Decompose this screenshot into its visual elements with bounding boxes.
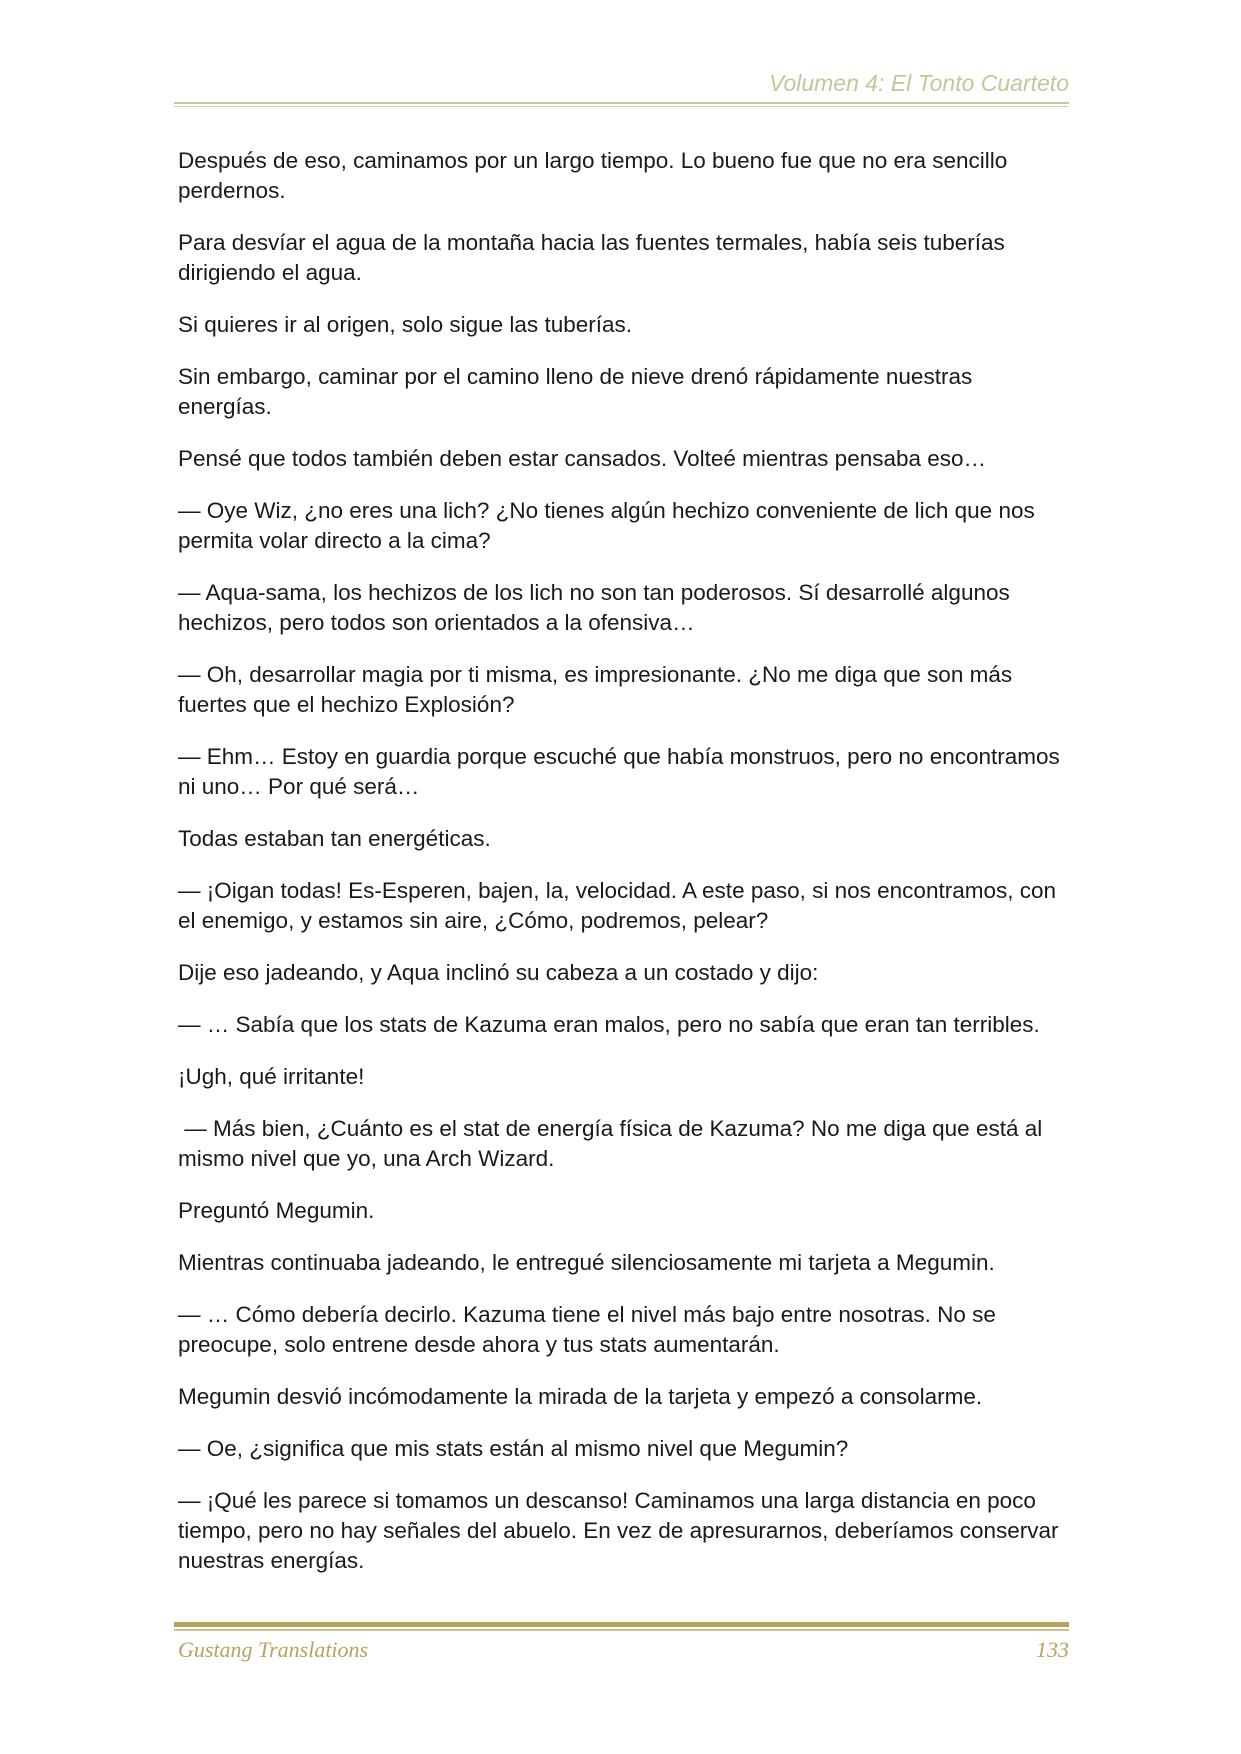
paragraph: ¡Ugh, qué irritante! <box>178 1064 365 1089</box>
footer-publisher: Gustang Translations <box>178 1637 369 1662</box>
paragraph: Después de eso, caminamos por un largo tiempo. Lo bueno fue que no era sencillo perdernos. <box>178 148 1008 203</box>
paragraph: — ¡Oigan todas! Es-Esperen, bajen, la, velocidad. A este paso, si nos encontramos, con el enemigo, y estamos sin aire, ¿Cómo, podremos, pelear? <box>178 878 1056 933</box>
paragraph: Mientras continuaba jadeando, le entregué silenciosamente mi tarjeta a Megumin. <box>178 1250 995 1275</box>
paragraph: — ¡Qué les parece si tomamos un descanso! Caminamos una larga distancia en poco tiempo, pero no hay señales del abuelo. En vez de apresurarnos, deberíamos conservar nuestras energías. <box>178 1488 1059 1573</box>
paragraph: Preguntó Megumin. <box>178 1198 375 1223</box>
page-number: 133 <box>1036 1637 1069 1662</box>
paragraph: — Más bien, ¿Cuánto es el stat de energía física de Kazuma? No me diga que está al mismo nivel que yo, una Arch Wizard. <box>178 1116 1049 1171</box>
paragraph: — Oye Wiz, ¿no eres una lich? ¿No tienes algún hechizo conveniente de lich que nos permita volar directo a la cima? <box>178 498 1035 553</box>
paragraph: Dije eso jadeando, y Aqua inclinó su cabeza a un costado y dijo: <box>178 960 819 985</box>
paragraph: — Ehm… Estoy en guardia porque escuché que había monstruos, pero no encontramos ni uno… Por qué será… <box>178 744 1060 799</box>
paragraph: — Aqua-sama, los hechizos de los lich no son tan poderosos. Sí desarrollé algunos hechizos, pero todos son orientados a la ofensiva… <box>178 580 1010 635</box>
body-text <box>178 146 1068 1598</box>
paragraph: — Oe, ¿significa que mis stats están al mismo nivel que Megumin? <box>178 1436 849 1461</box>
running-header-title: Volumen 4: El Tonto Cuarteto <box>768 70 1069 96</box>
footer-divider-secondary <box>174 1629 1069 1631</box>
paragraph: Para desvíar el agua de la montaña hacia las fuentes termales, había seis tuberías dirigiendo el agua. <box>178 230 1005 285</box>
paragraph: Si quieres ir al origen, solo sigue las tuberías. <box>178 312 632 337</box>
header-divider <box>174 102 1069 104</box>
paragraph: Sin embargo, caminar por el camino lleno de nieve drenó rápidamente nuestras energías. <box>178 364 973 419</box>
paragraph: Todas estaban tan energéticas. <box>178 826 491 851</box>
paragraph: Megumin desvió incómodamente la mirada de la tarjeta y empezó a consolarme. <box>178 1384 983 1409</box>
footer-divider <box>174 1622 1069 1627</box>
paragraph: Pensé que todos también deben estar cansados. Volteé mientras pensaba eso… <box>178 446 987 471</box>
header-divider-secondary <box>174 106 1069 107</box>
paragraph: — Oh, desarrollar magia por ti misma, es impresionante. ¿No me diga que son más fuertes que el hechizo Explosión? <box>178 662 1013 717</box>
paragraph: — … Cómo debería decirlo. Kazuma tiene el nivel más bajo entre nosotras. No se preocupe, solo entrene desde ahora y tus stats aumentarán. <box>178 1302 996 1357</box>
paragraph: — … Sabía que los stats de Kazuma eran malos, pero no sabía que eran tan terribles. <box>178 1012 1040 1037</box>
